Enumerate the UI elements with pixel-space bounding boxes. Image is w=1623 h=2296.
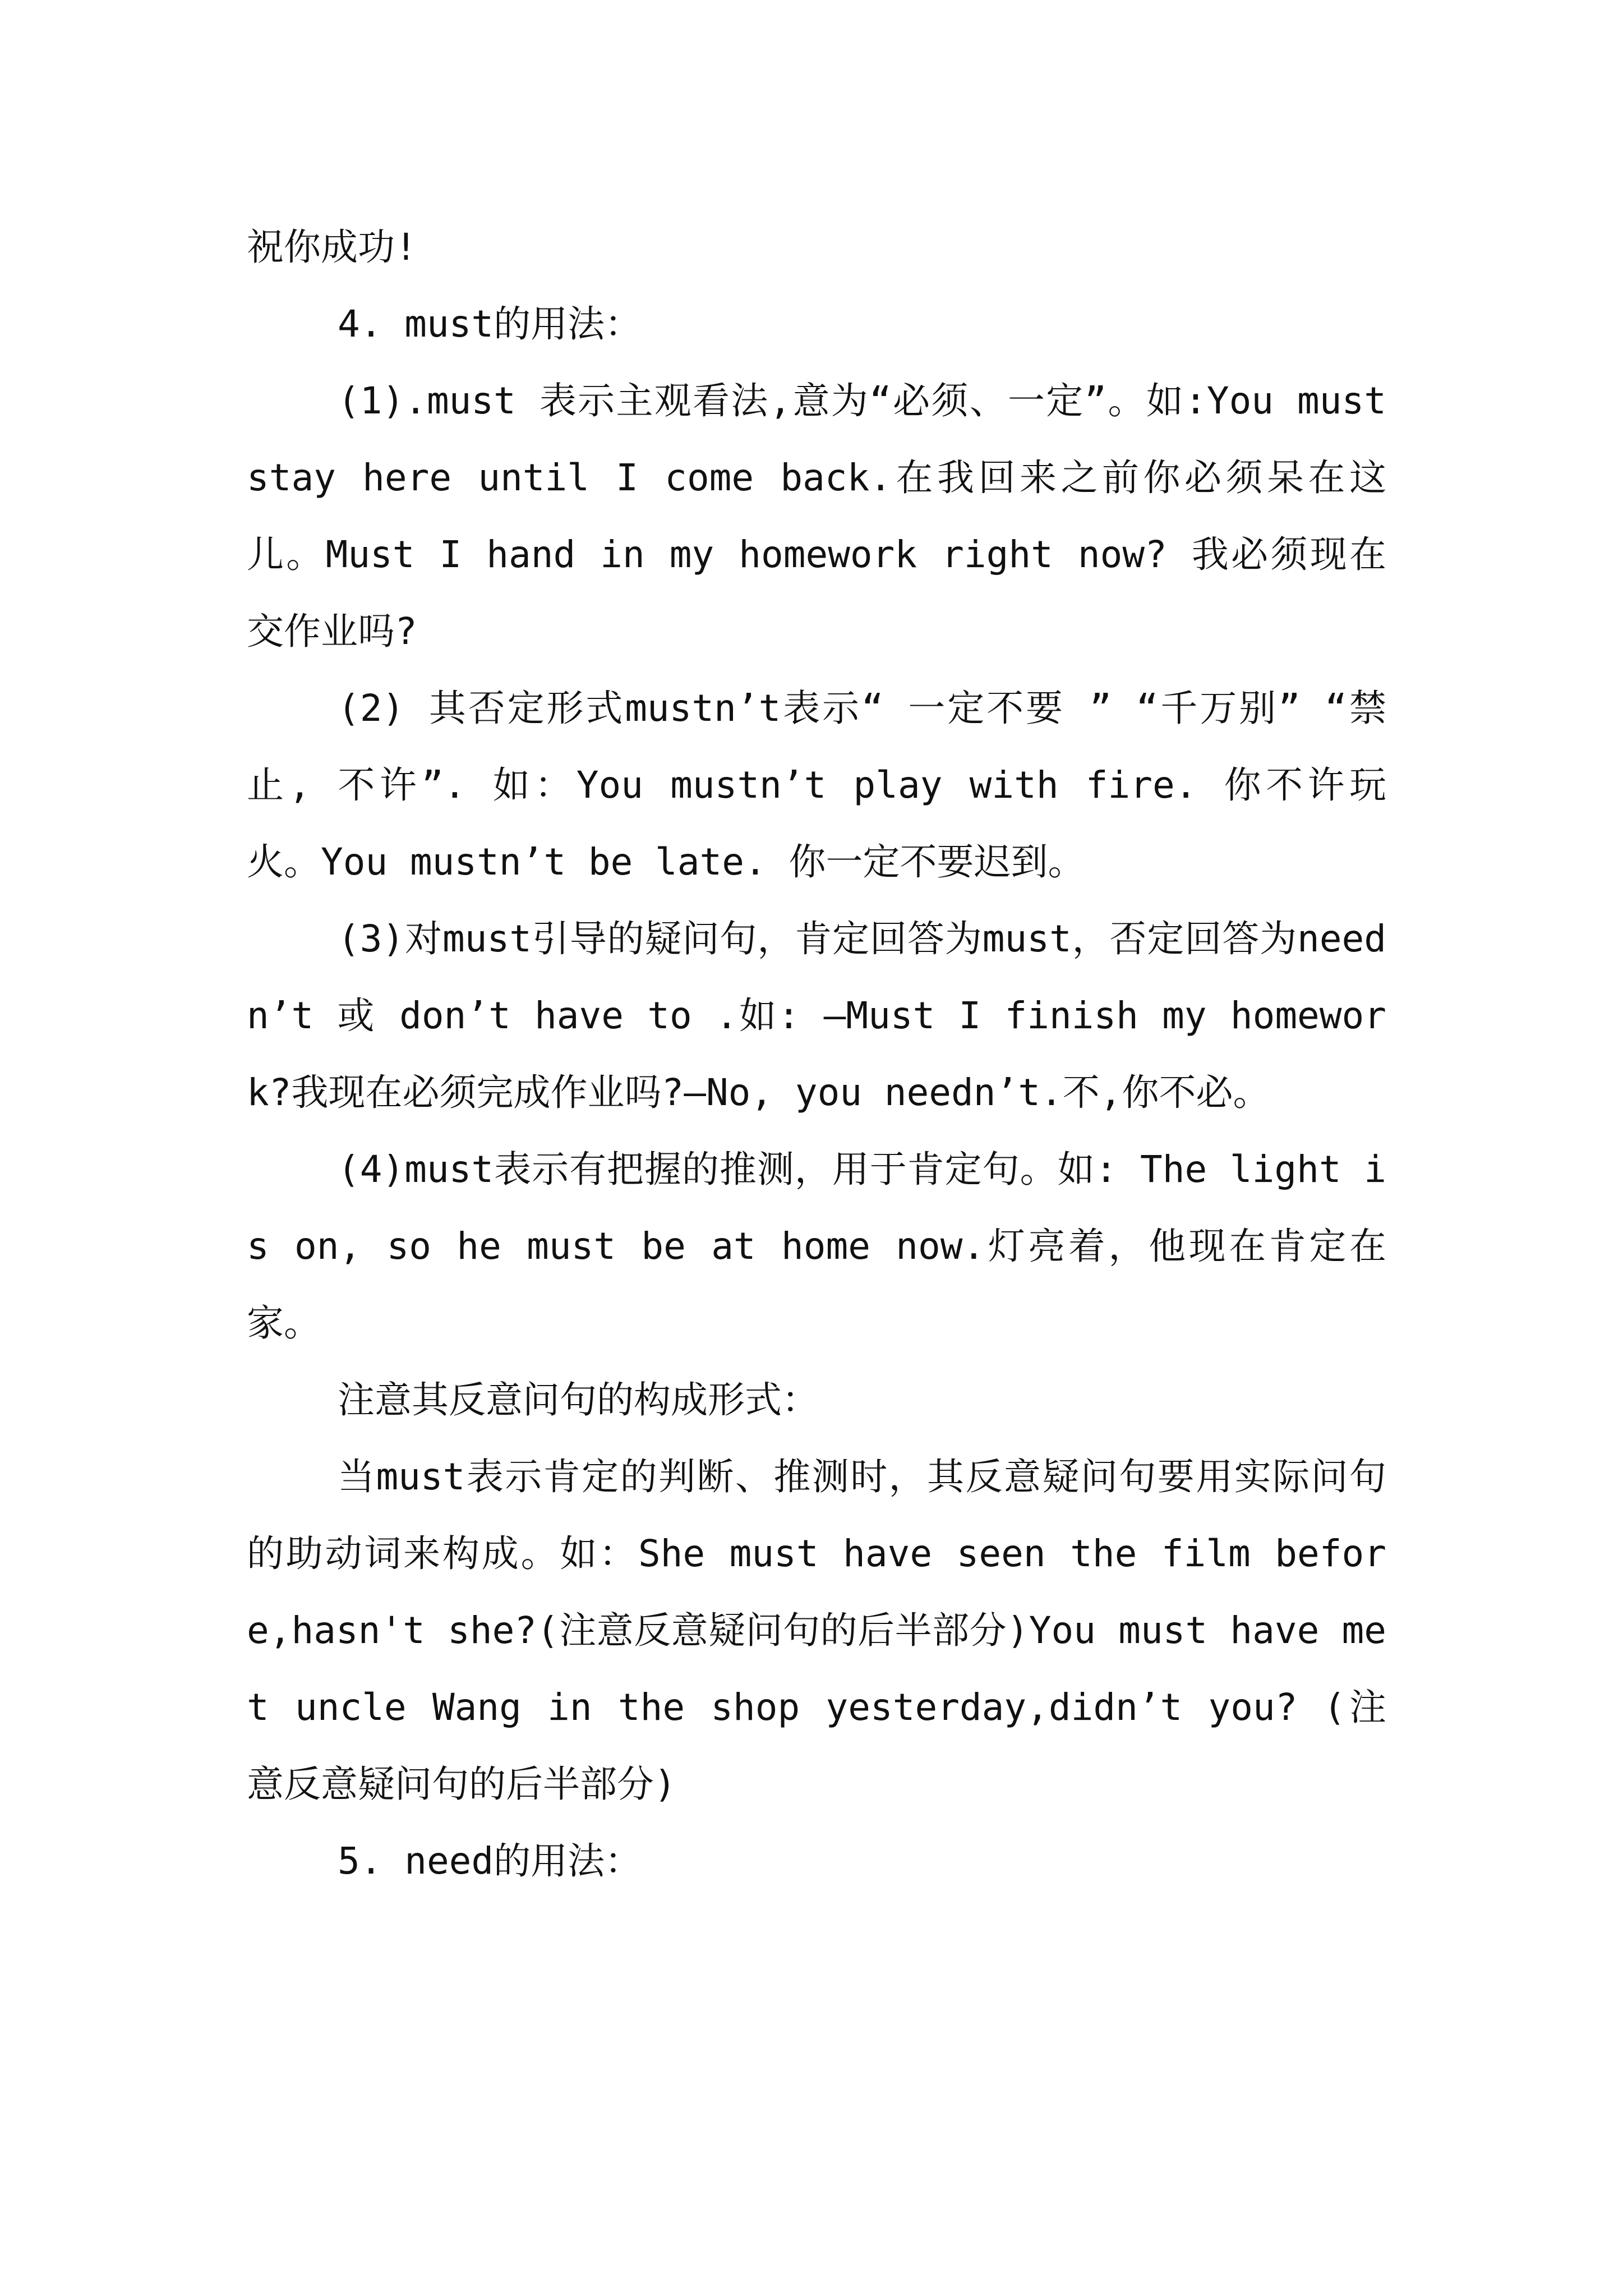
paragraph-tag-question: 当must表示肯定的判断、推测时，其反意疑问句要用实际问句的助动词来构成。如：She must have seen the film before,hasn't she?(注意反意疑问句的后半部分)You must have met uncle Wang in the shop yesterday,didn’t you? (注意反意疑问句的后半部分) [247,1455,1386,1806]
section-heading-must: 4. must的用法： [338,302,642,346]
paragraph-note-heading: 注意其反意问句的构成形式： [338,1378,819,1421]
paragraph-closing: 祝你成功! [247,226,417,269]
document-body [247,209,1386,1899]
paragraph-must-3: (3)对must引导的疑问句，肯定回答为must，否定回答为needn’t 或 don’t have to .如: —Must I finish my homework?我现在必须完成作业吗?—No, you needn’t.不,你不必。 [247,917,1386,1114]
paragraph-must-2: (2) 其否定形式mustn’t表示“ 一定不要 ” “千万别” “禁止, 不许”. 如：You mustn’t play with fire. 你不许玩火。You mustn’t be late. 你一定不要迟到。 [247,687,1386,884]
paragraph-must-1: (1).must 表示主观看法,意为“必须、一定”。如:You must stay here until I come back.在我回来之前你必须呆在这儿。Must I hand in my homework right now? 我必须现在交作业吗? [247,379,1386,653]
section-heading-need: 5. need的用法： [338,1839,642,1883]
paragraph-must-4: (4)must表示有把握的推测，用于肯定句。如: The light is on, so he must be at home now.灯亮着，他现在肯定在家。 [247,1148,1386,1345]
